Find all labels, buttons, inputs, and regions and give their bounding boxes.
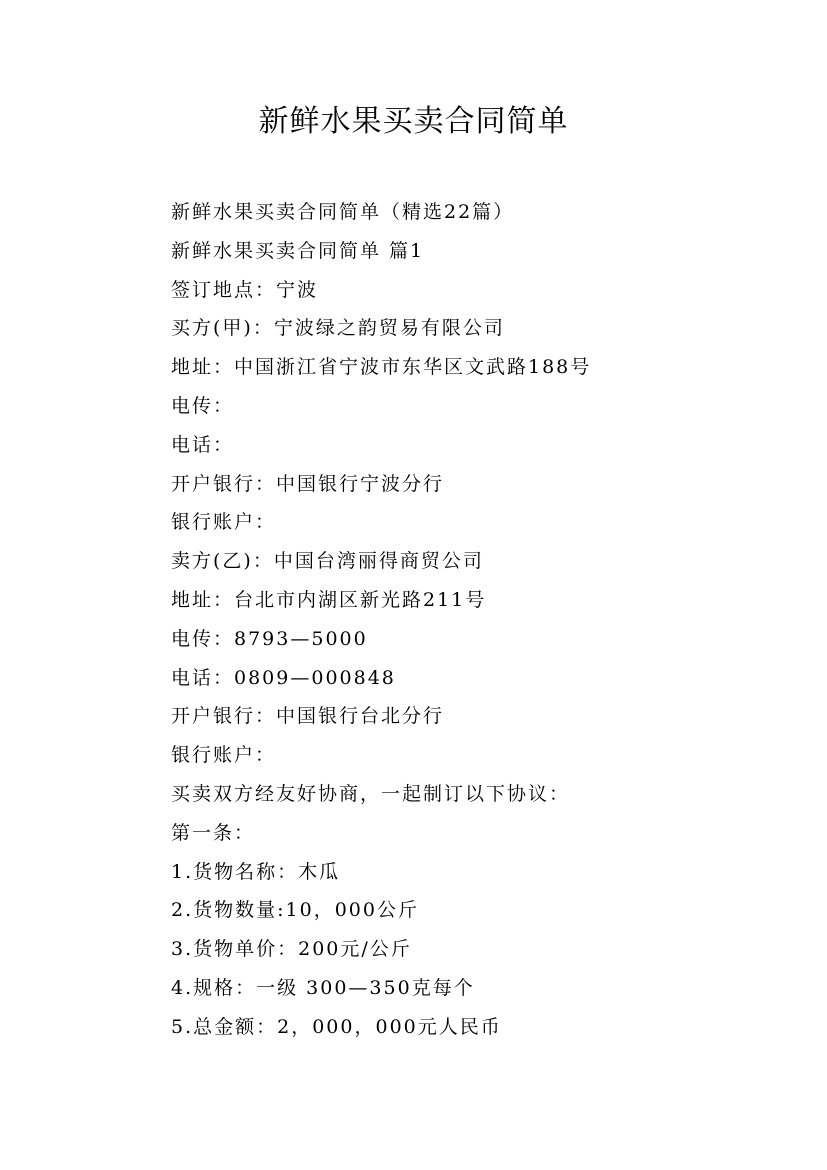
body-line: 签订地点：宁波 (171, 278, 319, 301)
body-line: 第一条： (171, 821, 256, 844)
body-line: 银行账户： (171, 511, 277, 534)
body-line: 电传： (171, 394, 235, 417)
body-line: 地址：台北市内湖区新光路211号 (171, 588, 487, 611)
body-line: 电传：8793—5000 (171, 627, 368, 650)
body-line: 2.货物数量:10，000公斤 (171, 899, 419, 922)
body-line: 买方(甲)：宁波绿之韵贸易有限公司 (171, 317, 505, 340)
body-line: 卖方(乙)：中国台湾丽得商贸公司 (171, 550, 484, 573)
body-line: 电话：0809—000848 (171, 666, 396, 689)
document-title: 新鲜水果买卖合同简单 (258, 104, 569, 139)
body-line: 4.规格：一级 300—350克每个 (171, 976, 475, 999)
body-line: 开户银行：中国银行宁波分行 (171, 472, 445, 495)
body-line: 买卖双方经友好协商，一起制订以下协议： (171, 782, 571, 805)
body-line: 新鲜水果买卖合同简单 篇1 (171, 239, 425, 262)
body-line: 3.货物单价：200元/公斤 (171, 938, 412, 961)
body-line: 5.总金额：2，000，000元人民币 (171, 1015, 502, 1038)
body-line: 地址：中国浙江省宁波市东华区文武路188号 (171, 356, 592, 379)
body-line: 电话： (171, 433, 235, 456)
body-line: 新鲜水果买卖合同简单（精选22篇） (171, 201, 515, 223)
body-line: 1.货物名称：木瓜 (171, 860, 341, 883)
document-body (171, 193, 771, 1047)
body-line: 开户银行：中国银行台北分行 (171, 705, 445, 728)
body-line: 银行账户： (171, 744, 277, 767)
